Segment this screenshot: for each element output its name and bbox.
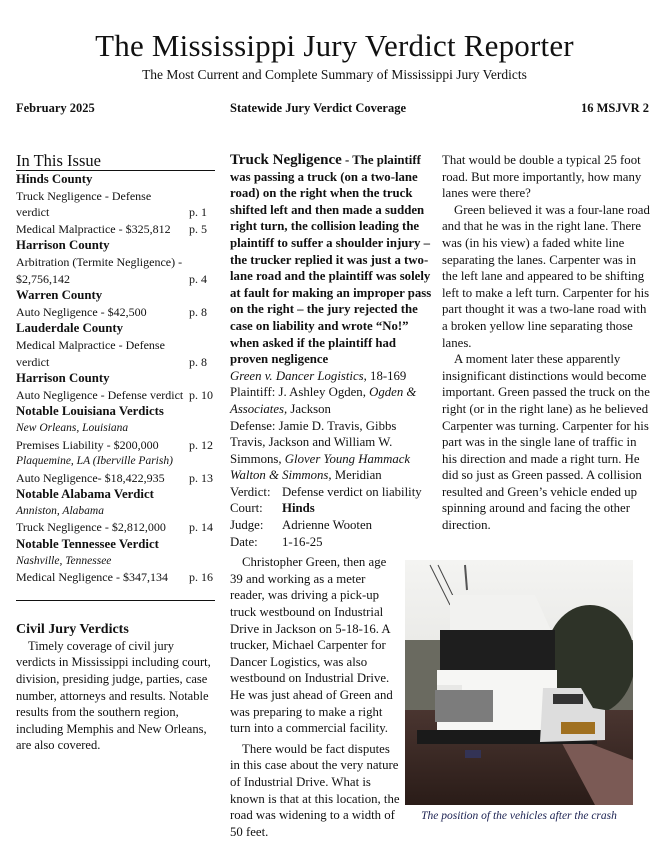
- toc-entry[interactable]: [16, 569, 215, 586]
- masthead-subtitle: The Most Current and Complete Summary of Mississippi Jury Verdicts: [142, 67, 527, 82]
- photo-block: [405, 560, 633, 823]
- toc-entry[interactable]: [16, 304, 215, 321]
- court-label: Court:: [230, 501, 263, 516]
- toc-entry[interactable]: [16, 221, 215, 238]
- court-line: [230, 500, 432, 517]
- article-body-right: [442, 152, 652, 534]
- plaintiff-firm: Ogden & Associates,: [230, 385, 417, 416]
- toc-location: Nashville, Tennessee: [16, 554, 112, 567]
- toc-section-heading: Notable Alabama Verdict: [16, 487, 154, 502]
- toc-entry[interactable]: [16, 254, 215, 287]
- plaintiff-line: [230, 384, 432, 417]
- toc-section-heading: Lauderdale County: [16, 321, 124, 336]
- verdict-value: Defense verdict on liability: [282, 484, 422, 499]
- paragraph: There would be fact disputes in this case about the very nature of Industrial Drive. What is known is that at this location, the road was widening to a width of 50 feet.: [230, 741, 400, 839]
- toc-entry-text: Auto Negligence - Defense verdict: [16, 387, 184, 402]
- plaintiff-label: Plaintiff:: [230, 385, 276, 400]
- crash-photo: [405, 560, 633, 805]
- middle-column: [230, 152, 432, 840]
- toc-entry-text: Truck Negligence - Defense verdict: [16, 188, 152, 220]
- article-lead: [230, 152, 432, 368]
- toc-entry-page: p. 12: [189, 437, 213, 452]
- toc-entry-text: Premises Liability - $200,000: [16, 437, 159, 452]
- article-kicker: Truck Negligence: [230, 152, 342, 168]
- case-title: Green v. Dancer Logistics: [230, 368, 364, 383]
- date-value: 1-16-25: [282, 534, 323, 549]
- toc-title: In This Issue: [16, 151, 101, 170]
- article-header: [230, 152, 432, 550]
- toc-entry-text: Truck Negligence - $2,812,000: [16, 520, 166, 535]
- defense-label: Defense:: [230, 418, 276, 433]
- defense-line: [230, 418, 432, 484]
- coverage-label: Statewide Jury Verdict Coverage: [230, 101, 407, 115]
- toc-entry[interactable]: [16, 437, 215, 454]
- toc-entry-page: p. 1: [189, 205, 207, 220]
- toc-section-heading: Warren County: [16, 288, 103, 303]
- toc-entry-text: Medical Malpractice - Defense verdict: [16, 337, 165, 369]
- defense-attorneys: Jamie D. Travis, Gibbs Travis, Jackson and William W. Simmons,: [230, 418, 397, 466]
- defense-city: Meridian: [331, 468, 382, 483]
- toc-entry[interactable]: [16, 470, 215, 487]
- table-of-contents: [16, 171, 215, 586]
- verdict-label: Verdict:: [230, 484, 271, 499]
- toc-entry[interactable]: [16, 337, 215, 370]
- toc-entry-text: Medical Negligence - $347,134: [16, 570, 168, 585]
- toc-entry-page: p. 8: [189, 304, 207, 319]
- plaintiff-city: Jackson: [287, 401, 331, 416]
- toc-location: Plaquemine, LA (Iberville Parish): [16, 455, 173, 468]
- toc-entry-text: Auto Negligence- $18,422,935: [16, 470, 165, 485]
- toc-entry-page: p. 4: [189, 271, 207, 286]
- defense-firm: Glover Young Hammack Walton & Simmons,: [230, 451, 411, 483]
- paragraph: A moment later these apparently insignificant distinctions would become important. Green passed the truck on the right (or in the right lane) as he believed Carpenter was turning. Carpenter for his part was in the single lane of traffic in his direction and made a right turn. He did so just as Green passed. A collision resulted and Green’s vehicle ended up spinning around and facing the other direction.: [442, 352, 650, 533]
- toc-section-heading: Notable Louisiana Verdicts: [16, 404, 164, 419]
- left-column: [16, 152, 215, 754]
- civil-body: Timely coverage of civil jury verdicts in Mississippi including court, division, presiding judge, parties, case number, attorneys and results. Notable results from the southern region, including Memphis and New Orleans, are also covered.: [16, 638, 211, 753]
- toc-section-heading: Harrison County: [16, 238, 110, 253]
- toc-entry-page: p. 8: [189, 354, 207, 369]
- toc-location: New Orleans, Louisiana: [16, 421, 129, 434]
- toc-entry[interactable]: [16, 387, 215, 404]
- date-label: Date:: [230, 534, 258, 549]
- toc-entry-page: p. 14: [189, 520, 213, 535]
- toc-section-heading: Hinds County: [16, 172, 93, 186]
- toc-entry-text: Medical Malpractice - $325,812: [16, 221, 171, 236]
- toc-location: Anniston, Alabama: [16, 504, 104, 517]
- section-divider: [16, 600, 215, 601]
- judge-line: [230, 517, 432, 534]
- masthead-title: The Mississippi Jury Verdict Reporter: [95, 28, 574, 63]
- verdict-line: [230, 484, 432, 501]
- toc-entry-text: Arbitration (Termite Negligence) - $2,756,142: [16, 254, 183, 286]
- toc-entry[interactable]: [16, 519, 215, 536]
- toc-section-heading: Notable Tennessee Verdict: [16, 537, 159, 552]
- case-name: [230, 368, 432, 385]
- toc-section-heading: Harrison County: [16, 371, 110, 386]
- toc-entry-page: p. 16: [189, 570, 213, 585]
- toc-entry-page: p. 5: [189, 221, 207, 236]
- issue-date: February 2025: [16, 101, 95, 115]
- date-line: [230, 534, 432, 551]
- toc-entry[interactable]: [16, 188, 215, 221]
- toc-entry-page: p. 10: [189, 387, 213, 402]
- court-value: Hinds: [282, 501, 315, 516]
- citation: 16 MSJVR 2: [580, 101, 649, 115]
- toc-entry-page: p. 13: [189, 470, 213, 485]
- judge-label: Judge:: [230, 518, 264, 533]
- civil-title: Civil Jury Verdicts: [16, 621, 129, 637]
- article-body-middle: [230, 554, 400, 840]
- paragraph: Christopher Green, then age 39 and working as a meter reader, was driving a pick-up truck westbound on Industrial Drive in Jackson on 5-18-16. A trucker, Michael Carpenter for Dancer Logistics, was also westbound on Industrial Drive. He was just ahead of Green and was preparing to make a right turn into a commercial facility.: [230, 555, 393, 736]
- article-summary: - The plaintiff was passing a truck (on a two-lane road) on the right when the truck shifted left and then made a sudden right turn, the collision leading the plaintiff to suffer a shoulder injury – the trucker replied it was just a two-lane road and the plaintiff was solely at fault for making an improper pass on the right – the jury rejected the case on liability and wrote “No!” when asked if the plaintiff had proven negligence: [230, 153, 432, 367]
- toc-entry-text: Auto Negligence - $42,500: [16, 304, 147, 319]
- paragraph: Green believed it was a four-lane road and that he was in the right lane. There was (in his view) a faded white line separating the lanes. Carpenter was in the left lane and appeared to be shifting left to make a left turn. Carpenter for his part thought it was a two-lane road with a broken yellow line separating those lanes.: [442, 202, 650, 350]
- case-number: , 18-169: [363, 368, 407, 383]
- paragraph: That would be double a typical 25 foot road. But more importantly, how many lanes were there?: [442, 153, 642, 201]
- photo-caption: The position of the vehicles after the crash: [421, 810, 617, 822]
- judge-value: Adrienne Wooten: [282, 518, 373, 533]
- plaintiff-attorney: J. Ashley Ogden,: [275, 385, 370, 400]
